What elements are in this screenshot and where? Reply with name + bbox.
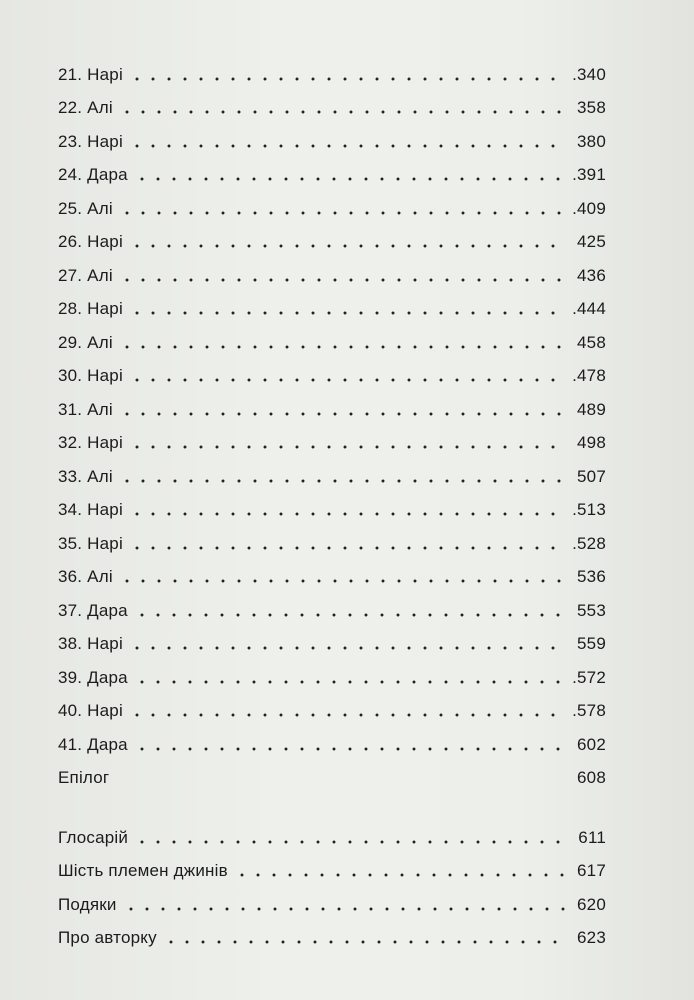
toc-entry-page: 458 xyxy=(577,332,606,352)
toc-entry-title: 41. Дара xyxy=(58,734,128,754)
dot-leader xyxy=(127,144,566,148)
toc-entry-title: 25. Алі xyxy=(58,198,113,218)
toc-entry-title: Епілог xyxy=(58,768,110,788)
dot-leader xyxy=(132,747,566,751)
dot-leader xyxy=(132,680,566,684)
toc-entry-title: 36. Алі xyxy=(58,567,113,587)
toc-entry-title: 26. Нарі xyxy=(58,232,123,252)
toc-entry-page: 608 xyxy=(577,768,606,788)
toc-entry xyxy=(58,762,606,796)
dot-leader xyxy=(121,907,566,911)
toc-entry-title: Глосарій xyxy=(58,827,129,847)
dot-leader xyxy=(127,77,566,81)
back-matter-list xyxy=(58,821,606,955)
toc-entry-title: 34. Нарі xyxy=(58,500,123,520)
toc-entry-title: 23. Нарі xyxy=(58,131,123,151)
dot-leader xyxy=(132,613,566,617)
dot-leader xyxy=(127,378,566,382)
toc-entry xyxy=(58,326,606,360)
toc-entry-title: 39. Дара xyxy=(58,667,128,687)
toc-entry-page: 553 xyxy=(577,600,606,620)
toc-entry-page: 559 xyxy=(577,634,606,654)
table-of-contents xyxy=(58,58,606,955)
toc-entry-page: 611 xyxy=(578,827,606,847)
toc-entry-page: .572 xyxy=(572,667,606,687)
toc-entry-page: 602 xyxy=(577,734,606,754)
toc-entry-page: 498 xyxy=(577,433,606,453)
toc-entry-title: 40. Нарі xyxy=(58,701,123,721)
toc-entry-title: Подяки xyxy=(58,894,117,914)
toc-entry-title: 29. Алі xyxy=(58,332,113,352)
toc-entry xyxy=(58,695,606,729)
toc-entry-title: 38. Нарі xyxy=(58,634,123,654)
toc-entry xyxy=(58,888,606,922)
toc-entry-page: 358 xyxy=(577,98,606,118)
toc-entry-page: 436 xyxy=(577,265,606,285)
dot-leader xyxy=(132,840,566,844)
toc-entry-page: .340 xyxy=(572,64,606,84)
toc-entry-page: .391 xyxy=(572,165,606,185)
dot-leader xyxy=(117,211,566,215)
dot-leader xyxy=(127,713,566,717)
toc-entry xyxy=(58,855,606,889)
toc-entry xyxy=(58,192,606,226)
toc-entry xyxy=(58,159,606,193)
toc-entry-title: 28. Нарі xyxy=(58,299,123,319)
toc-entry-page: .513 xyxy=(572,500,606,520)
toc-entry-page: 620 xyxy=(577,894,606,914)
toc-entry-page: .478 xyxy=(572,366,606,386)
toc-entry-page: 623 xyxy=(577,928,606,948)
toc-entry-title: 27. Алі xyxy=(58,265,113,285)
toc-entry-title: 24. Дара xyxy=(58,165,128,185)
dot-leader xyxy=(117,479,566,483)
toc-entry xyxy=(58,393,606,427)
dot-leader xyxy=(127,311,566,315)
toc-entry xyxy=(58,92,606,126)
dot-leader xyxy=(161,940,566,944)
dot-leader xyxy=(132,177,566,181)
dot-leader xyxy=(117,278,566,282)
toc-entry-title: 21. Нарі xyxy=(58,64,123,84)
dot-leader xyxy=(127,512,566,516)
toc-entry-title: Про авторку xyxy=(58,928,157,948)
toc-entry xyxy=(58,728,606,762)
toc-entry-title: 30. Нарі xyxy=(58,366,123,386)
blank-leader xyxy=(113,780,566,784)
toc-entry xyxy=(58,360,606,394)
toc-entry xyxy=(58,561,606,595)
toc-entry-page: 617 xyxy=(577,861,606,881)
toc-entry xyxy=(58,293,606,327)
toc-entry xyxy=(58,628,606,662)
toc-entry xyxy=(58,125,606,159)
dot-leader xyxy=(232,873,566,877)
toc-entry xyxy=(58,922,606,956)
toc-entry xyxy=(58,821,606,855)
toc-entry-title: Шість племен джинів xyxy=(58,861,228,881)
toc-entry-title: 22. Алі xyxy=(58,98,113,118)
toc-entry-page: .444 xyxy=(572,299,606,319)
toc-entry-page: 380 xyxy=(577,131,606,151)
dot-leader xyxy=(117,110,566,114)
toc-entry-page: 507 xyxy=(577,466,606,486)
toc-entry xyxy=(58,527,606,561)
toc-entry xyxy=(58,259,606,293)
dot-leader xyxy=(127,646,566,650)
dot-leader xyxy=(127,445,566,449)
dot-leader xyxy=(117,345,566,349)
toc-entry-page: 425 xyxy=(577,232,606,252)
toc-entry-page: 536 xyxy=(577,567,606,587)
toc-entry-page: .409 xyxy=(572,198,606,218)
dot-leader xyxy=(127,244,566,248)
toc-entry xyxy=(58,226,606,260)
toc-entry xyxy=(58,661,606,695)
toc-entry-title: 32. Нарі xyxy=(58,433,123,453)
toc-entry xyxy=(58,594,606,628)
dot-leader xyxy=(117,412,566,416)
toc-entry-title: 31. Алі xyxy=(58,399,113,419)
toc-entry xyxy=(58,427,606,461)
toc-entry xyxy=(58,460,606,494)
toc-entry-title: 37. Дара xyxy=(58,600,128,620)
toc-entry-title: 33. Алі xyxy=(58,466,113,486)
toc-entry-page: .528 xyxy=(572,533,606,553)
dot-leader xyxy=(117,579,566,583)
toc-entry-page: 489 xyxy=(577,399,606,419)
chapter-list xyxy=(58,58,606,795)
toc-entry-page: .578 xyxy=(572,701,606,721)
toc-entry xyxy=(58,494,606,528)
toc-entry-title: 35. Нарі xyxy=(58,533,123,553)
dot-leader xyxy=(127,546,566,550)
toc-entry xyxy=(58,58,606,92)
